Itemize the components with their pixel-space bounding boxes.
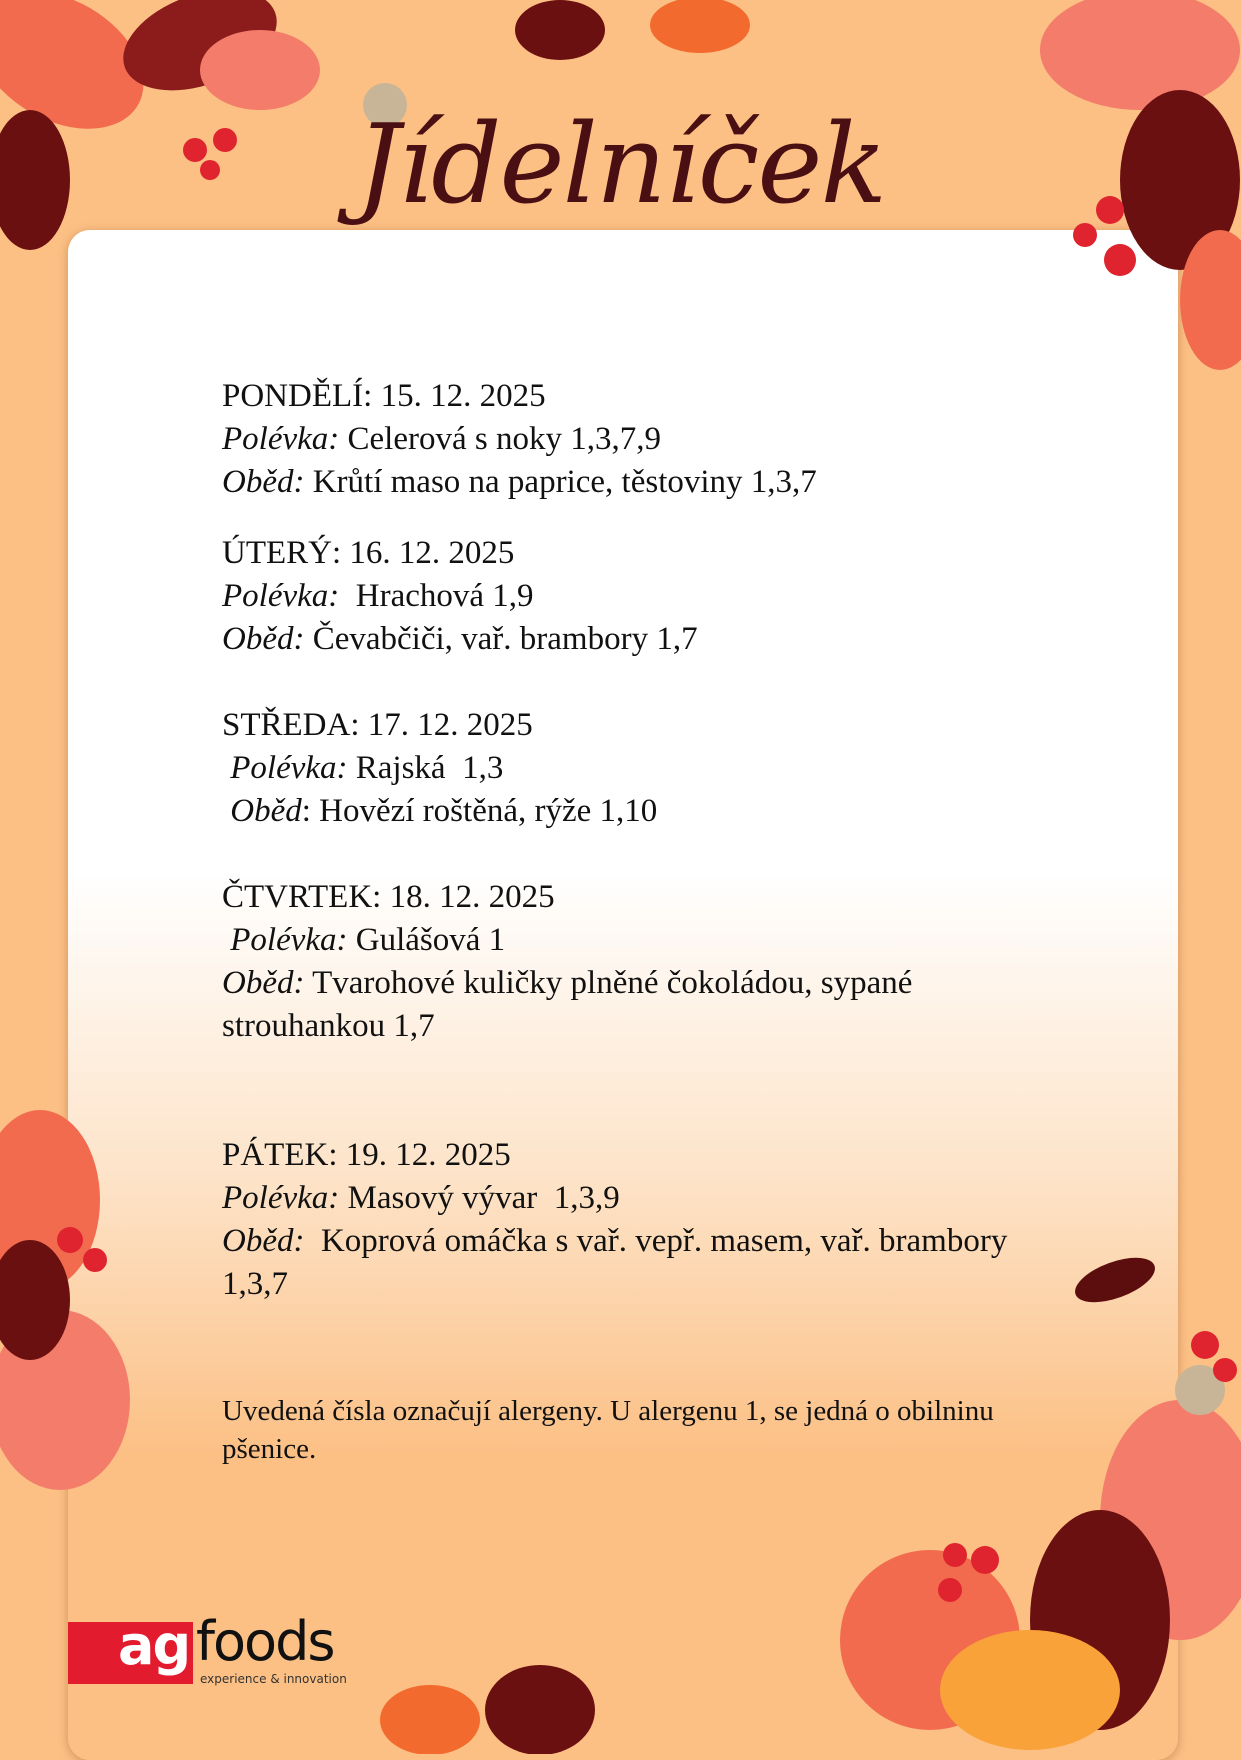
soup-label: Polévka: [222,1180,340,1216]
lunch-label: Oběd: [222,621,305,657]
logo-tagline: experience & innovation [200,1672,347,1686]
menu-day-tuesday [222,532,1042,661]
lunch-text: Čevabčiči, vař. brambory 1,7 [304,621,698,657]
lunch-text: : Hovězí roštěná, rýže 1,10 [301,793,658,829]
soup-line [222,919,1042,962]
day-heading: STŘEDA: 17. 12. 2025 [222,707,533,743]
soup-line [222,747,1042,790]
menu-day-monday [222,375,1042,504]
lunch-text: Koprová omáčka s vař. vepř. masem, vař. brambory 1,3,7 [222,1223,1016,1302]
logo-foods: foods [196,1610,334,1673]
soup-line [222,575,1042,618]
soup-label: Polévka: [222,750,348,786]
lunch-label: Oběd: [222,464,305,500]
lunch-label: Oběd [222,793,302,829]
lunch-line [222,1220,1042,1306]
soup-text: Hrachová 1,9 [339,578,534,614]
lunch-line [222,618,1042,661]
allergen-note: Uvedená čísla označují alergeny. U alergenu 1, se jedná o obilninu pšenice. [222,1395,994,1465]
menu-day-thursday [222,876,1042,1048]
menu-day-friday [222,1134,1042,1306]
soup-line [222,418,1042,461]
lunch-text: Tvarohové kuličky plněné čokoládou, sypané strouhankou 1,7 [222,965,913,1044]
soup-text: Celerová s noky 1,3,7,9 [339,421,661,457]
menu-day-wednesday [222,704,1042,833]
lunch-label: Oběd: [222,1223,305,1259]
weekly-menu [222,375,1042,1334]
soup-label: Polévka: [222,421,340,457]
logo-ag: ag [118,1614,190,1677]
soup-label: Polévka: [222,578,340,614]
soup-label: Polévka: [222,922,348,958]
page-title: Jídelníček [355,100,886,228]
soup-line [222,1177,1042,1220]
lunch-label: Oběd: [222,965,305,1001]
lunch-line [222,461,1042,504]
day-heading: PONDĚLÍ: 15. 12. 2025 [222,378,546,414]
day-heading: PÁTEK: 19. 12. 2025 [222,1137,511,1173]
lunch-line [222,790,1042,833]
lunch-text: Krůtí maso na paprice, těstoviny 1,3,7 [304,464,817,500]
soup-text: Gulášová 1 [347,922,506,958]
soup-text: Masový vývar 1,3,9 [339,1180,620,1216]
day-heading: ČTVRTEK: 18. 12. 2025 [222,879,555,915]
soup-text: Rajská 1,3 [347,750,504,786]
day-heading: ÚTERÝ: 16. 12. 2025 [222,535,515,571]
lunch-line [222,962,1042,1048]
